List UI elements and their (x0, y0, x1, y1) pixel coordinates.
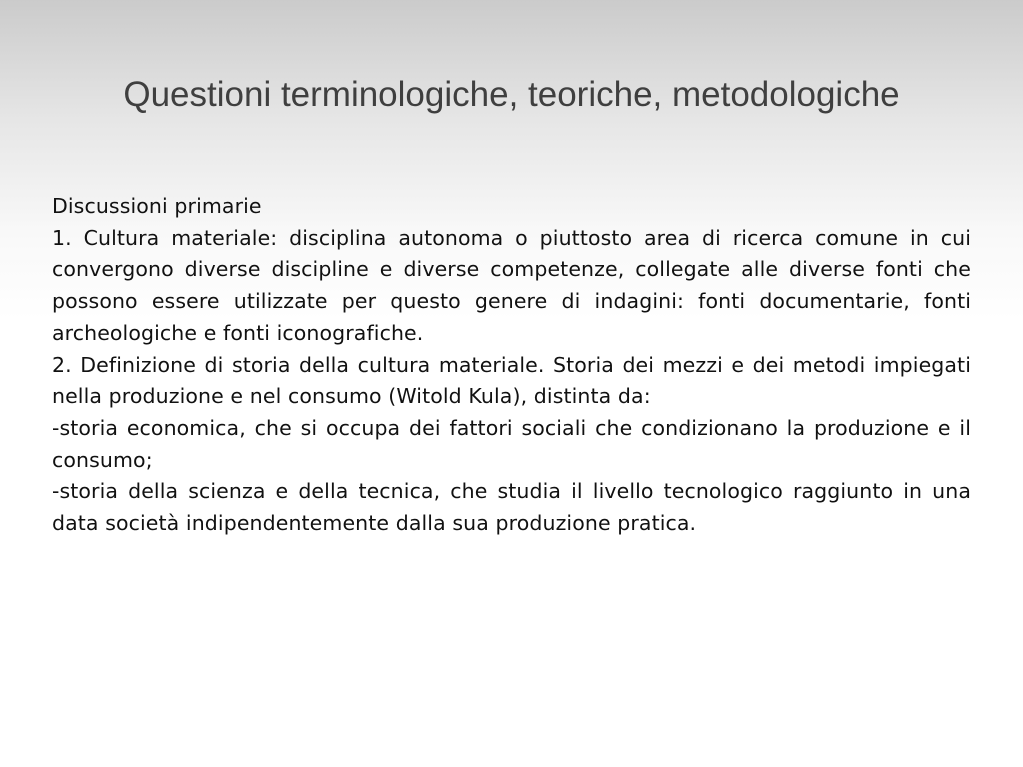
slide-body (52, 191, 971, 540)
paragraph-storia-economica: -storia economica, che si occupa dei fattori sociali che condizionano la produzione e il consumo; (52, 415, 971, 472)
section-heading: Discussioni primarie (52, 194, 262, 218)
paragraph-definizione: 2. Definizione di storia della cultura materiale. Storia dei mezzi e dei metodi impiegati nella produzione e nel consumo (Witold Kula), distinta da: (52, 352, 971, 409)
slide-title: Questioni terminologiche, teoriche, metodologiche (123, 75, 900, 114)
paragraph-storia-scienza-tecnica: -storia della scienza e della tecnica, che studia il livello tecnologico raggiunto in una data società indipendentemente dalla sua produzione pratica. (52, 479, 971, 536)
paragraph-cultura-materiale: 1. Cultura materiale: disciplina autonoma o piuttosto area di ricerca comune in cui convergono diverse discipline e diverse competenze, collegate alle diverse fonti che possono essere utilizzate per questo genere di indagini: fonti documentarie, fonti archeologiche e fonti iconografiche. (52, 225, 971, 345)
